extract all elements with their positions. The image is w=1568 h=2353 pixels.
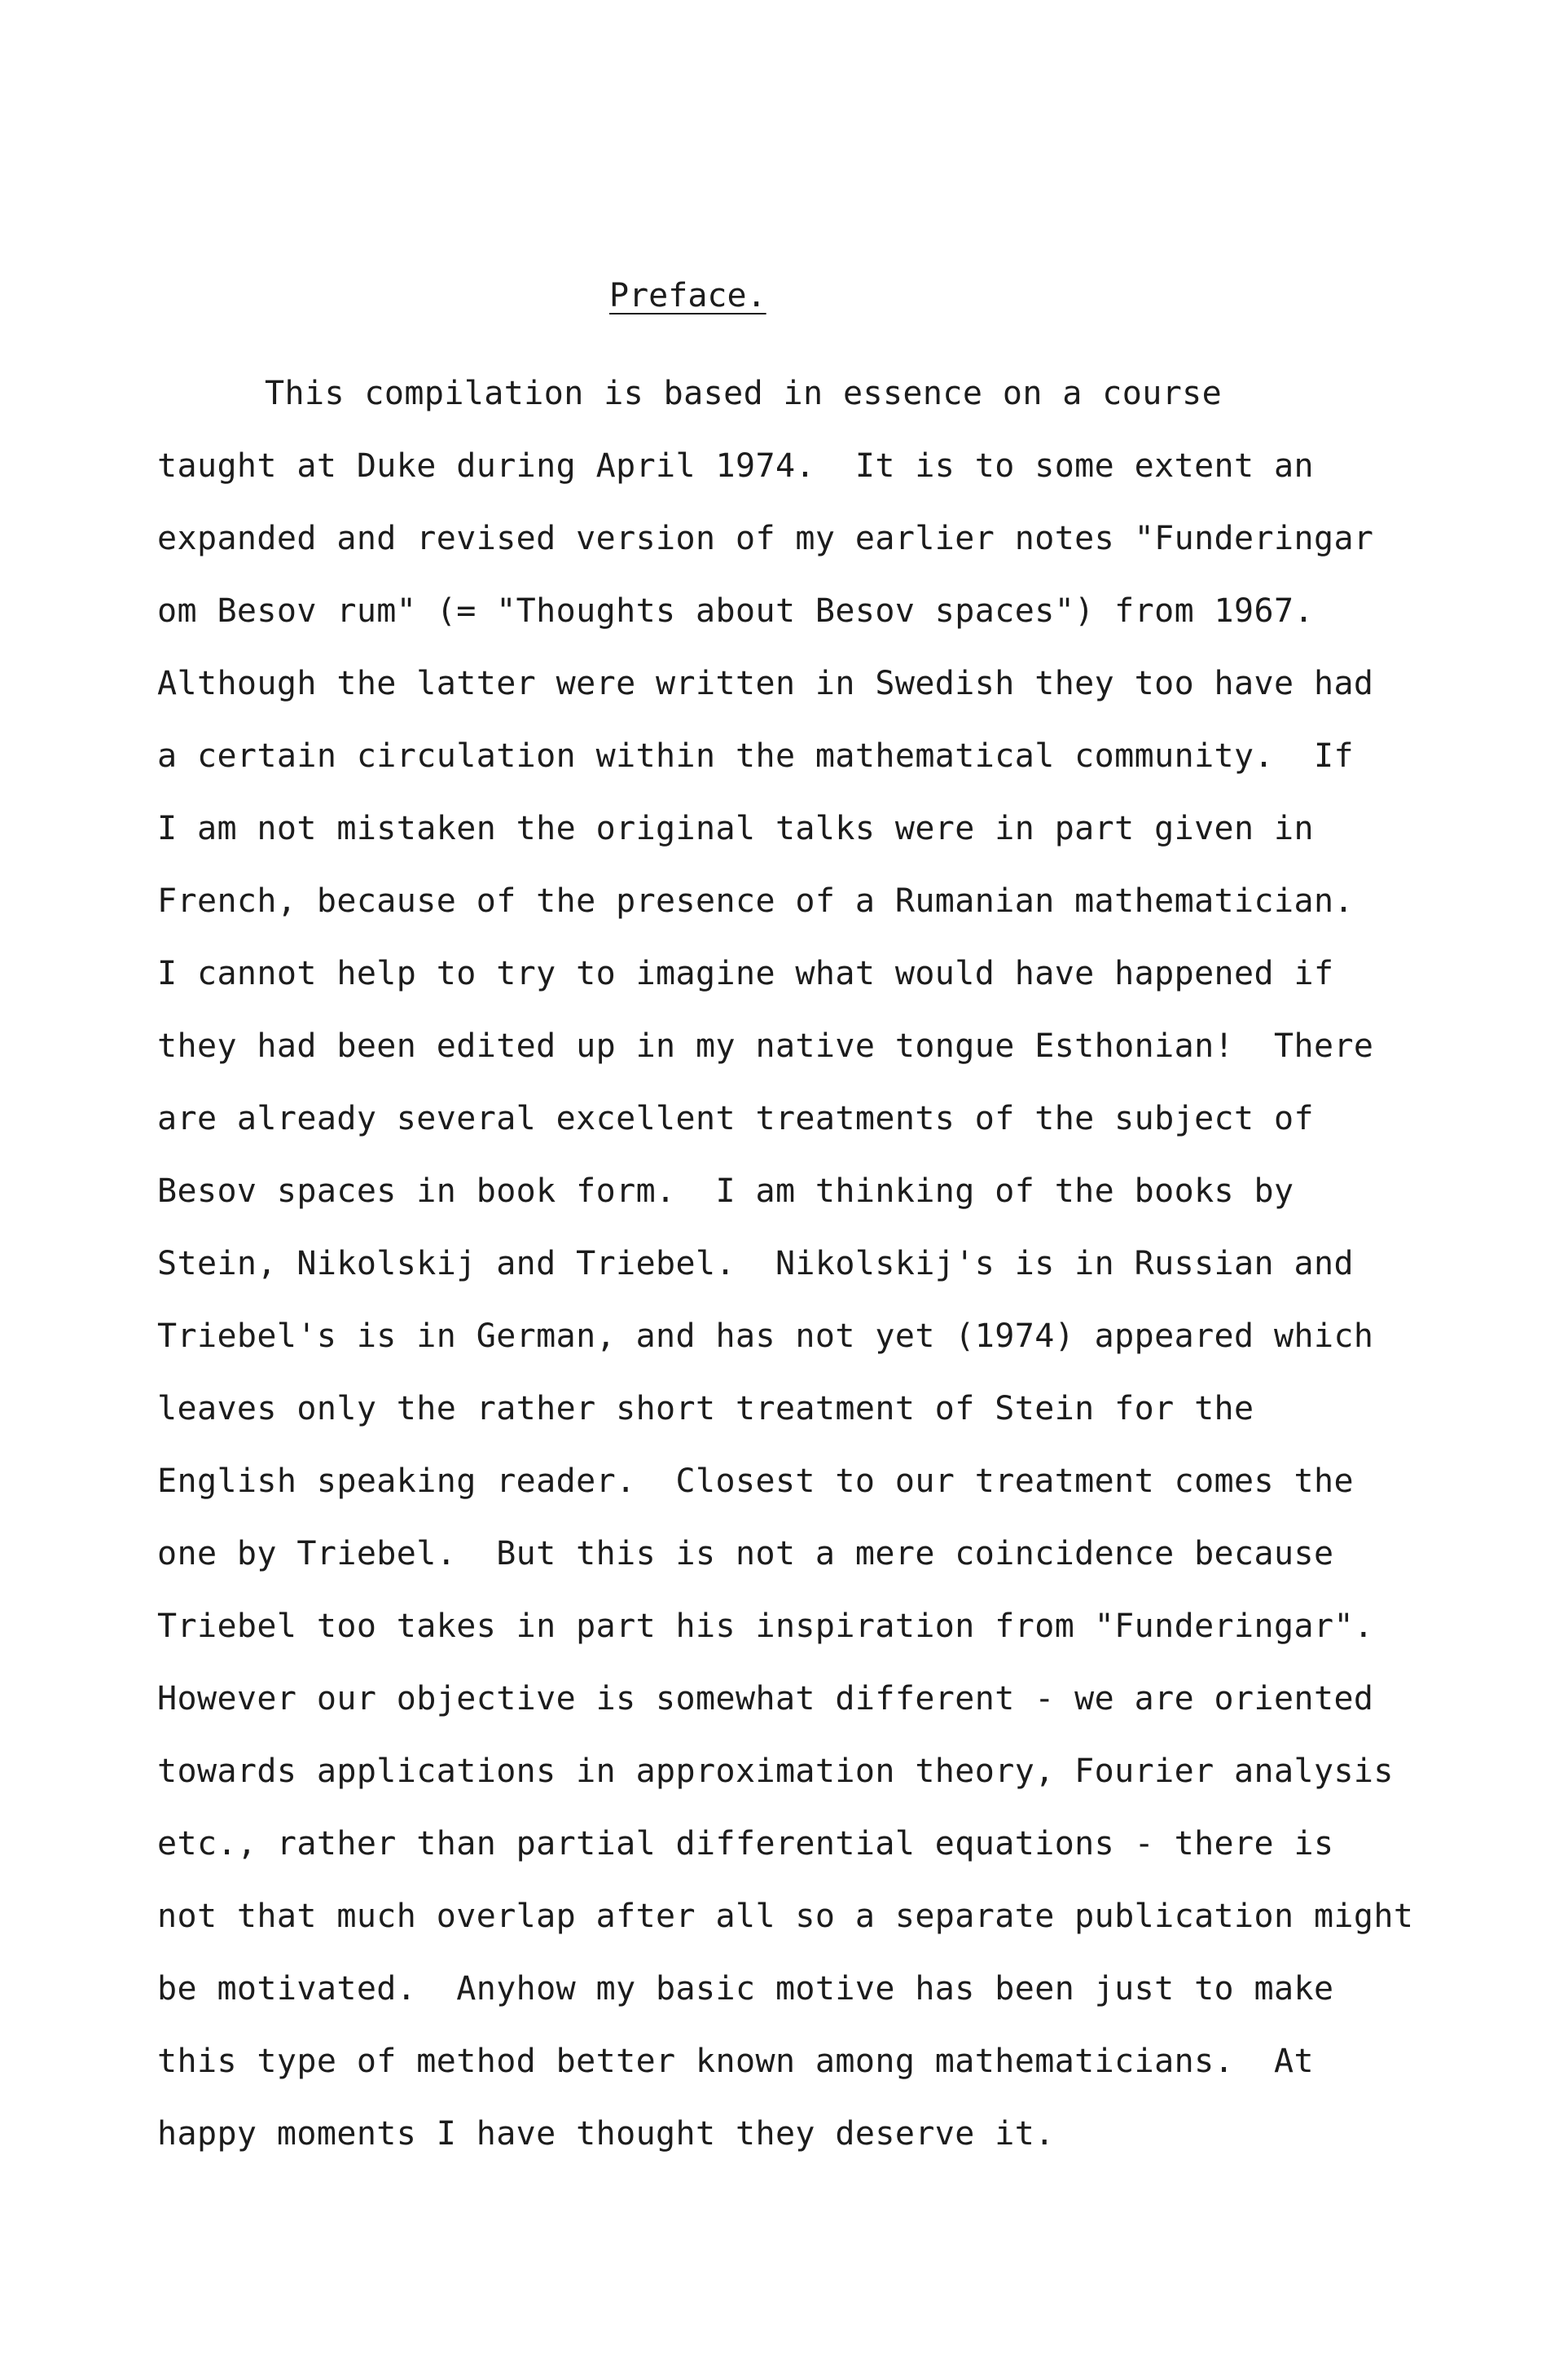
body-line: are already several excellent treatments of the subject of [157,1100,1314,1137]
body-line: leaves only the rather short treatment of Stein for the [157,1390,1254,1427]
body-line: om Besov rum" (= "Thoughts about Besov spaces") from 1967. [157,592,1314,630]
body-line: be motivated. Anyhow my basic motive has been just to make [157,1970,1334,2008]
body-line: Although the latter were written in Swedish they too have had [157,665,1374,702]
body-line: I cannot help to try to imagine what would have happened if [157,955,1334,992]
body-line: This compilation is based in essence on a course [265,375,1223,412]
body-line: However our objective is somewhat different - we are oriented [157,1680,1374,1717]
body-line: English speaking reader. Closest to our treatment comes the [157,1462,1354,1500]
body-line: French, because of the presence of a Rumanian mathematician. [157,882,1354,920]
body-line: Triebel too takes in part his inspiration from "Funderingar". [157,1608,1374,1645]
body-line: Besov spaces in book form. I am thinking of the books by [157,1172,1294,1210]
body-line: expanded and revised version of my earlier notes "Funderingar [157,520,1374,557]
body-line: taught at Duke during April 1974. It is to some extent an [157,447,1314,485]
body-line: not that much overlap after all so a separate publication might [157,1898,1414,1935]
page-title: Preface. [609,277,766,314]
body-line: a certain circulation within the mathematical community. If [157,737,1354,775]
body-line: towards applications in approximation theory, Fourier analysis [157,1753,1394,1790]
body-line: they had been edited up in my native tongue Esthonian! There [157,1027,1374,1065]
body-line: Stein, Nikolskij and Triebel. Nikolskij's is in Russian and [157,1245,1354,1282]
body-line: I am not mistaken the original talks were in part given in [157,810,1314,847]
body-line: happy moments I have thought they deserve it. [157,2115,1055,2153]
body-line: one by Triebel. But this is not a mere coincidence because [157,1535,1334,1572]
body-line: this type of method better known among mathematicians. At [157,2043,1314,2080]
body-line: Triebel's is in German, and has not yet (1974) appeared which [157,1317,1374,1355]
body-line: etc., rather than partial differential equations - there is [157,1825,1334,1863]
